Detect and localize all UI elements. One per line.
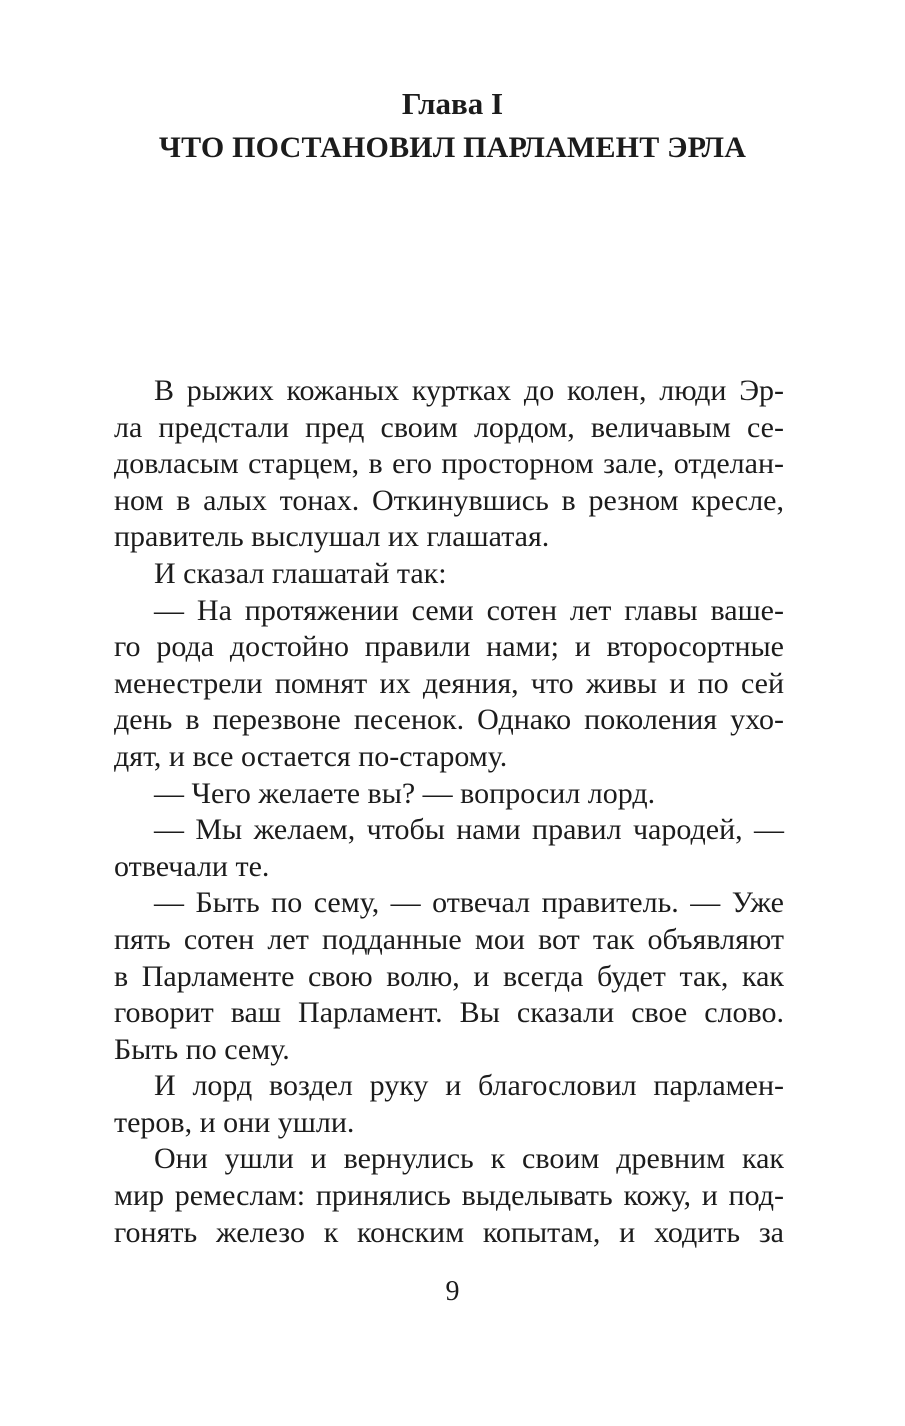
text-line: говорит ваш Парламент. Вы сказали свое слово. xyxy=(114,996,784,1030)
text-line: мир ремеслам: принялись выделывать кожу, и под- xyxy=(114,1179,784,1213)
text-line: в Парламенте свою волю, и всегда будет так, как xyxy=(114,959,784,993)
text-line: — Мы желаем, чтобы нами правил чародей, — xyxy=(154,813,784,847)
chapter-number: Глава I xyxy=(401,86,504,121)
text-line: теров, и они ушли. xyxy=(114,1105,355,1139)
page-number: 9 xyxy=(445,1276,460,1307)
text-line: В рыжих кожаных куртках до колен, люди Эр- xyxy=(154,374,784,407)
chapter-title: ЧТО ПОСТАНОВИЛ ПАРЛАМЕНТ ЭРЛА xyxy=(158,131,747,164)
text-line: гонять железо к конским копытам, и ходить за xyxy=(114,1215,784,1249)
text-line: отвечали те. xyxy=(114,849,270,883)
text-line: И сказал глашатай так: xyxy=(154,556,447,590)
text-line: — Быть по сему, — отвечал правитель. — Уже xyxy=(154,886,784,920)
text-line: ла предстали пред своим лордом, величавым се- xyxy=(114,410,784,444)
chapter-body-text xyxy=(114,373,784,1251)
text-line: И лорд воздел руку и благословил парламен- xyxy=(154,1069,784,1103)
text-line: Они ушли и вернулись к своим древним как xyxy=(154,1142,784,1176)
text-line: ном в алых тонах. Откинувшись в резном кресле, xyxy=(114,483,784,517)
text-line: менестрели помнят их деяния, что живы и по сей xyxy=(114,666,784,700)
text-line: Быть по сему. xyxy=(114,1032,290,1066)
text-line: дят, и все остается по-старому. xyxy=(114,739,508,773)
text-line: довласым старцем, в его просторном зале, отделан- xyxy=(114,447,784,481)
text-line: пять сотен лет подданные мои вот так объявляют xyxy=(114,922,784,956)
text-line: день в перезвоне песенок. Однако поколения ухо- xyxy=(114,703,784,737)
text-line: — На протяжении семи сотен лет главы ваше- xyxy=(154,593,784,627)
text-line: правитель выслушал их глашатая. xyxy=(114,520,550,554)
text-line: — Чего желаете вы? — вопросил лорд. xyxy=(154,776,656,810)
text-line: го рода достойно правили нами; и второсортные xyxy=(114,630,784,664)
